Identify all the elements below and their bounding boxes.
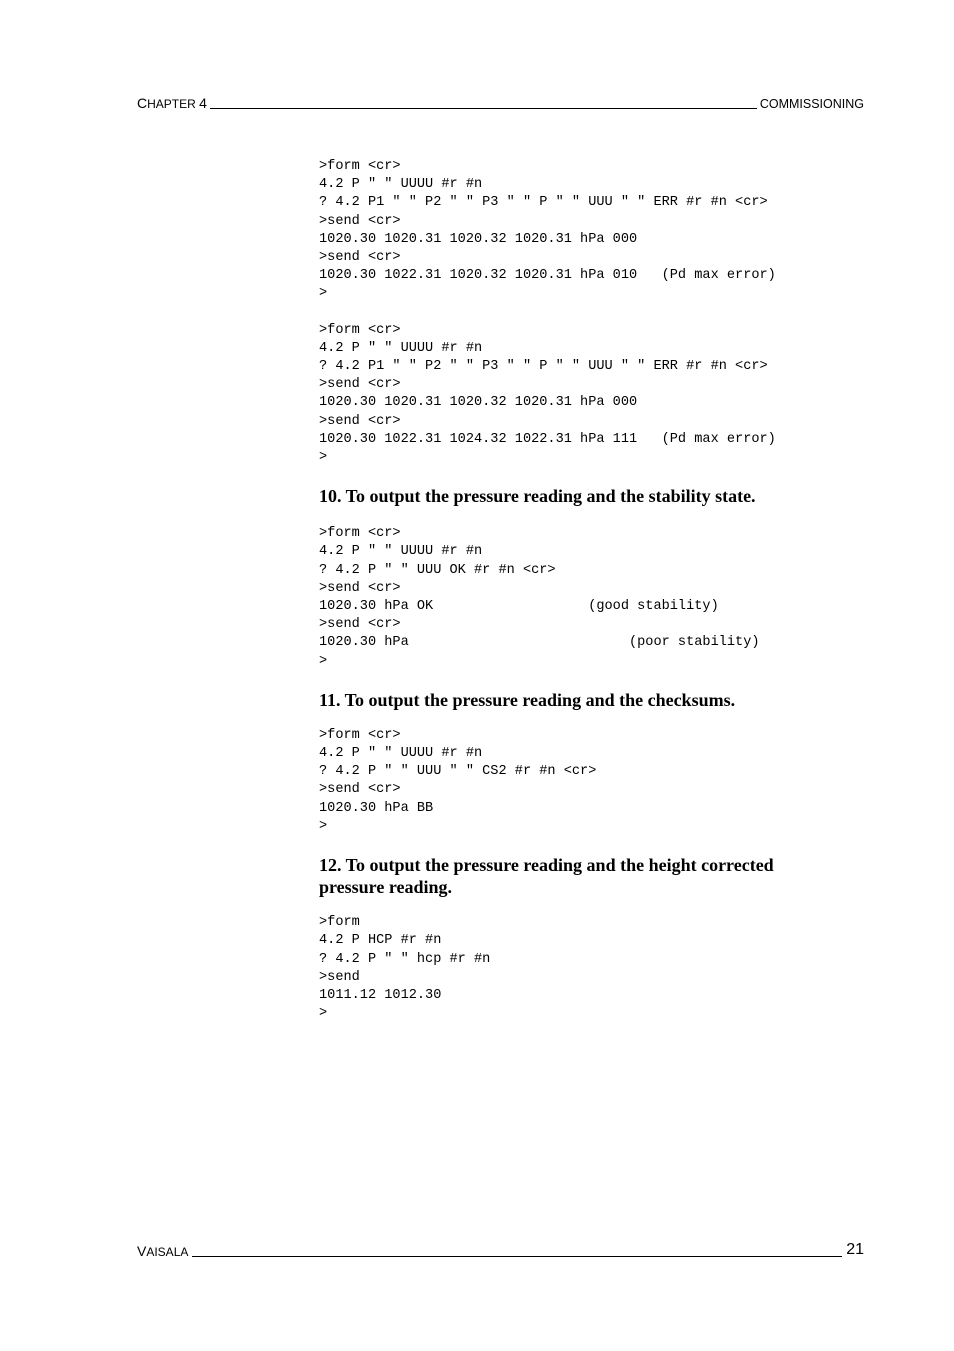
brand-initial: V [137,1243,147,1259]
brand-rest: AISALA [146,1245,189,1259]
heading-12: 12. To output the pressure reading and the height corrected pressure reading. [319,855,774,898]
spacer [319,304,879,322]
section-title: COMMISSIONING [759,97,864,111]
chapter-rest: HAPTER [147,97,196,111]
page-content [319,158,879,1023]
heading-11: 11. To output the pressure reading and the checksums. [319,689,736,710]
code-block-5: >form 4.2 P HCP #r #n ? 4.2 P " " hcp #r #n >send 1011.12 1012.30 > [319,915,491,1022]
code-block-2: >form <cr> 4.2 P " " UUUU #r #n ? 4.2 P1 " " P2 " " P3 " " P " " UUU " " ERR #r #n <cr> >send <cr> 1020.30 1020.31 1020.32 1020.31 hPa 000 >send <cr> 1020.30 1022.31 1024.32 1022.31 hPa 111 (Pd max error) > [319,322,776,466]
header-rule [210,107,757,109]
chapter-number: 4 [199,95,207,111]
page-footer [137,1239,864,1259]
page-number: 21 [846,1241,864,1258]
code-block-4: >form <cr> 4.2 P " " UUUU #r #n ? 4.2 P " " UUU " " CS2 #r #n <cr> >send <cr> 1020.30 hPa BB > [319,727,597,834]
chapter-initial: C [137,95,148,111]
page-header [137,91,864,111]
chapter-label [137,96,207,111]
brand-label [137,1244,188,1259]
code-block-1: >form <cr> 4.2 P " " UUUU #r #n ? 4.2 P1 " " P2 " " P3 " " P " " UUU " " ERR #r #n <cr> >send <cr> 1020.30 1020.31 1020.32 1020.31 hPa 000 >send <cr> 1020.30 1022.31 1020.32 1020.31 hPa 010 (Pd max error) > [319,159,776,302]
footer-rule [192,1255,842,1257]
code-block-3: >form <cr> 4.2 P " " UUUU #r #n ? 4.2 P " " UUU OK #r #n <cr> >send <cr> 1020.30 hPa OK (good stability) >send <cr> 1020.30 hPa (poor stability) > [319,526,760,669]
heading-10: 10. To output the pressure reading and the stability state. [319,486,756,507]
